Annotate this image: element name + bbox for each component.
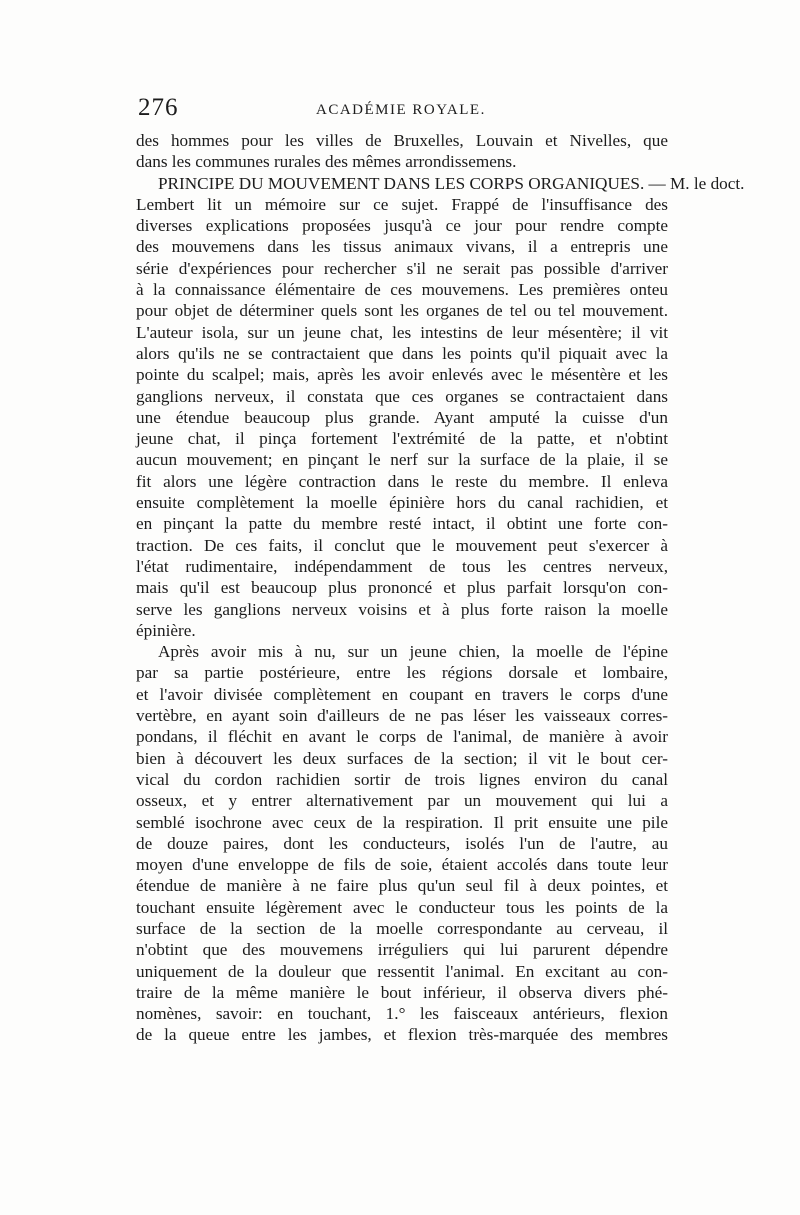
section-heading-line: PRINCIPE DU MOUVEMENT DANS LES CORPS ORGANIQUES. — M. le doct. [158,173,745,193]
text-line: série d'expériences pour rechercher s'il ne serait pas possible d'arriver [136,258,668,278]
text-line: ensuite complètement la moelle épinière hors du canal rachidien, et [136,493,668,513]
text-line: une étendue beaucoup plus grande. Ayant amputé la cuisse d'un [136,407,668,427]
running-head: ACADÉMIE ROYALE. [316,102,486,118]
text-line: touchant ensuite légèrement avec le conducteur tous les points de la [136,897,668,917]
text-line: par sa partie postérieure, entre les régions dorsale et lombaire, [136,663,668,683]
text-line: étendue de manière à ne faire plus qu'un seul fil à deux pointes, et [136,876,668,896]
text-line: ganglions nerveux, il constata que ces organes se contractaient dans [136,386,668,406]
text-line: diverses explications proposées jusqu'à ce jour pour rendre compte [136,216,668,236]
text-line: l'état rudimentaire, indépendamment de tous les centres nerveux, [136,556,668,576]
text-line: serve les ganglions nerveux voisins et à plus forte raison la moelle [136,599,668,619]
text-line: et l'avoir divisée complètement en coupant en travers le corps d'une [136,684,668,704]
page-number: 276 [138,94,179,121]
text-line: de douze paires, dont les conducteurs, isolés l'un de l'autre, au [136,833,668,853]
text-line: dans les communes rurales des mêmes arrondissemens. [136,152,517,172]
text-line: osseux, et y entrer alternativement par un mouvement qui lui a [136,791,668,811]
text-line: semblé isochrone avec ceux de la respiration. Il prit ensuite une pile [136,812,668,832]
text-line: des mouvemens dans les tissus animaux vivans, il a entrepris une [136,237,668,257]
paragraph-start-line: Après avoir mis à nu, sur un jeune chien, la moelle de l'épine [158,642,668,662]
text-line: uniquement de la douleur que ressentit l'animal. En excitant au con- [136,961,668,981]
text-line: Lembert lit un mémoire sur ce sujet. Frappé de l'insuffisance des [136,194,668,214]
text-line: pondans, il fléchit en avant le corps de l'animal, de manière à avoir [136,727,668,747]
text-line: n'obtint que des mouvemens irréguliers qui lui parurent dépendre [136,940,668,960]
text-line: de la queue entre les jambes, et flexion très-marquée des membres [136,1025,668,1045]
text-line: vical du cordon rachidien sortir de trois lignes environ du canal [136,769,668,789]
text-line: L'auteur isola, sur un jeune chat, les intestins de leur mésentère; il vit [136,322,668,342]
text-line: aucun mouvement; en pinçant le nerf sur la surface de la plaie, il se [136,450,668,470]
text-line: vertèbre, en ayant soin d'ailleurs de ne pas léser les vaisseaux corres- [136,706,668,726]
body-text [136,130,745,1046]
text-line: surface de la section de la moelle correspondante au cerveau, il [136,918,668,938]
page-header [138,94,668,124]
text-line: à la connaissance élémentaire de ces mouvemens. Les premières onteu [136,280,668,300]
text-line: en pinçant la patte du membre resté intact, il obtint une forte con- [136,514,668,534]
text-line: mais qu'il est beaucoup plus prononcé et plus parfait lorsqu'on con- [136,578,668,598]
text-line: nomènes, savoir: en touchant, 1.° les faisceaux antérieurs, flexion [136,1004,668,1024]
text-line: fit alors une légère contraction dans le reste du membre. Il enleva [136,471,668,491]
text-line: alors qu'ils ne se contractaient que dans les points qu'il piquait avec la [136,343,668,363]
text-line: épinière. [136,620,196,640]
text-line: pointe du scalpel; mais, après les avoir enlevés avec le mésentère et les [136,365,668,385]
text-line: bien à découvert les deux surfaces de la section; il vit le bout cer- [136,748,668,768]
text-line: traire de la même manière le bout inférieur, il observa divers phé- [136,982,668,1002]
text-line: jeune chat, il pinça fortement l'extrémité de la patte, et n'obtint [136,429,668,449]
text-line: des hommes pour les villes de Bruxelles, Louvain et Nivelles, que [136,131,668,150]
text-line: moyen d'une enveloppe de fils de soie, étaient accolés dans toute leur [136,855,668,875]
text-line: traction. De ces faits, il conclut que le mouvement peut s'exercer à [136,535,668,555]
text-line: pour objet de déterminer quels sont les organes de tel ou tel mouvement. [136,301,668,321]
